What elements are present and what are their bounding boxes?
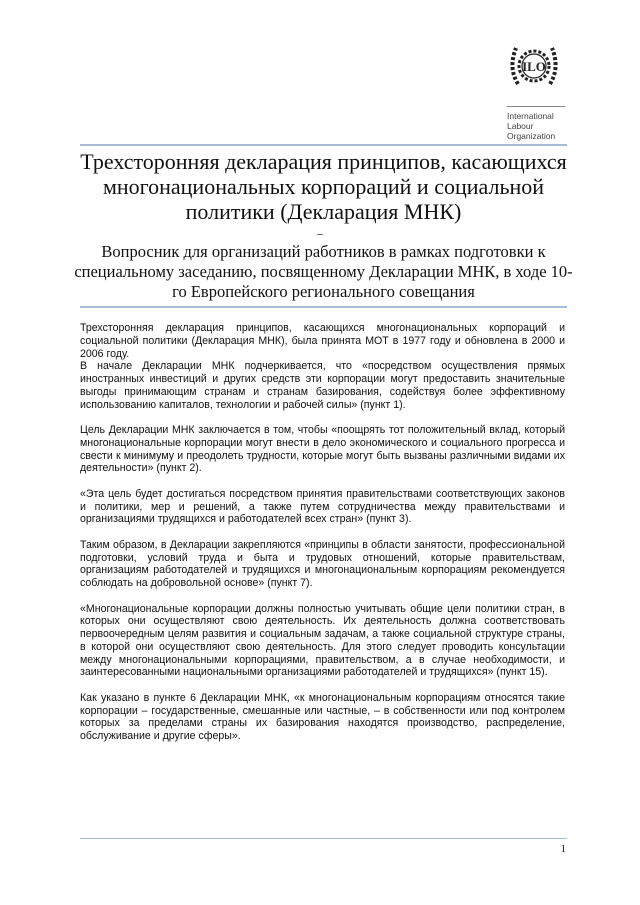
- subtitle-rule: [80, 306, 567, 308]
- svg-text:ILO: ILO: [522, 59, 546, 74]
- logo-divider: [507, 106, 565, 107]
- paragraph: «Эта цель будет достигаться посредством принятия правительствами соответствующих законов и политики, мер и решений, а также путем сотрудничества между правительствами и организациями трудящихся и работодателей всех стран» (пункт 3).: [80, 487, 565, 526]
- ilo-logo: [500, 36, 570, 141]
- ilo-emblem-icon: [504, 36, 564, 96]
- title-separator: –: [317, 226, 323, 240]
- document-subtitle: Вопросник для организаций работников в рамках подготовки к специальному заседанию, посвященному Декларации МНК, в ходе 10-го Европейского регионального совещания: [74, 242, 573, 301]
- paragraph: Таким образом, в Декларации закрепляются «принципы в области занятости, профессиональной подготовки, условий труда и быта и трудовых отношений, которые правительствам, организациям работодателей и трудящихся и многонациональным корпорациям рекомендуется соблюдать на добровольной основе» (пункт 7).: [80, 538, 565, 589]
- paragraph: «Многонациональные корпорации должны полностью учитывать общие цели политики стран, в которых они осуществляют свою деятельность. Их деятельность должна соответствовать первоочередным целям развития и социальным задачам, а также социальной структуре страны, в которой они осуществляют свою деятельность. Для этого следует проводить консультации между многонациональными корпорациями, правительством, а в случае необходимости, и заинтересованными национальными организациями работодателей и трудящихся» (пункт 15).: [80, 602, 565, 679]
- footer-rule: [80, 838, 567, 839]
- logo-text: [507, 111, 570, 141]
- logo-line: Labour: [507, 121, 534, 131]
- header-rule: [80, 144, 567, 146]
- paragraph: Цель Декларации МНК заключается в том, чтобы «поощрять тот положительный вклад, который многонациональные корпорации могут внести в дело экономического и социального прогресса и свести к минимуму и преодолеть трудности, которые могут быть вызваны различными видами их деятельности» (пункт 2).: [80, 424, 565, 475]
- paragraph: Как указано в пункте 6 Декларации МНК, «к многонациональным корпорациям относятся такие корпорации – государственные, смешанные или частные, – в собственности или под контролем которых за пределами страны их базирования находятся производство, распределение, обслуживание и другие сферы».: [80, 691, 565, 742]
- logo-line: Organization: [507, 131, 556, 141]
- document-body: [80, 322, 565, 756]
- page-number: 1: [560, 843, 566, 855]
- logo-line: International: [507, 111, 554, 121]
- document-title: Трехсторонняя декларация принципов, касающихся многонациональных корпораций и социальной политики (Декларация МНК): [80, 149, 567, 224]
- paragraph: В начале Декларации МНК подчеркивается, что «посредством осуществления прямых иностранных инвестиций и других средств эти корпорации могут предоставить значительные выгоды принимающим странам и странам базирования, содействуя более эффективному использованию капиталов, технологии и рабочей силы» (пункт 1).: [80, 360, 565, 411]
- paragraph: Трехсторонняя декларация принципов, касающихся многонациональных корпораций и социальной политики (Декларация МНК), была принята МОТ в 1977 году и обновлена в 2000 и 2006 году.: [80, 322, 565, 360]
